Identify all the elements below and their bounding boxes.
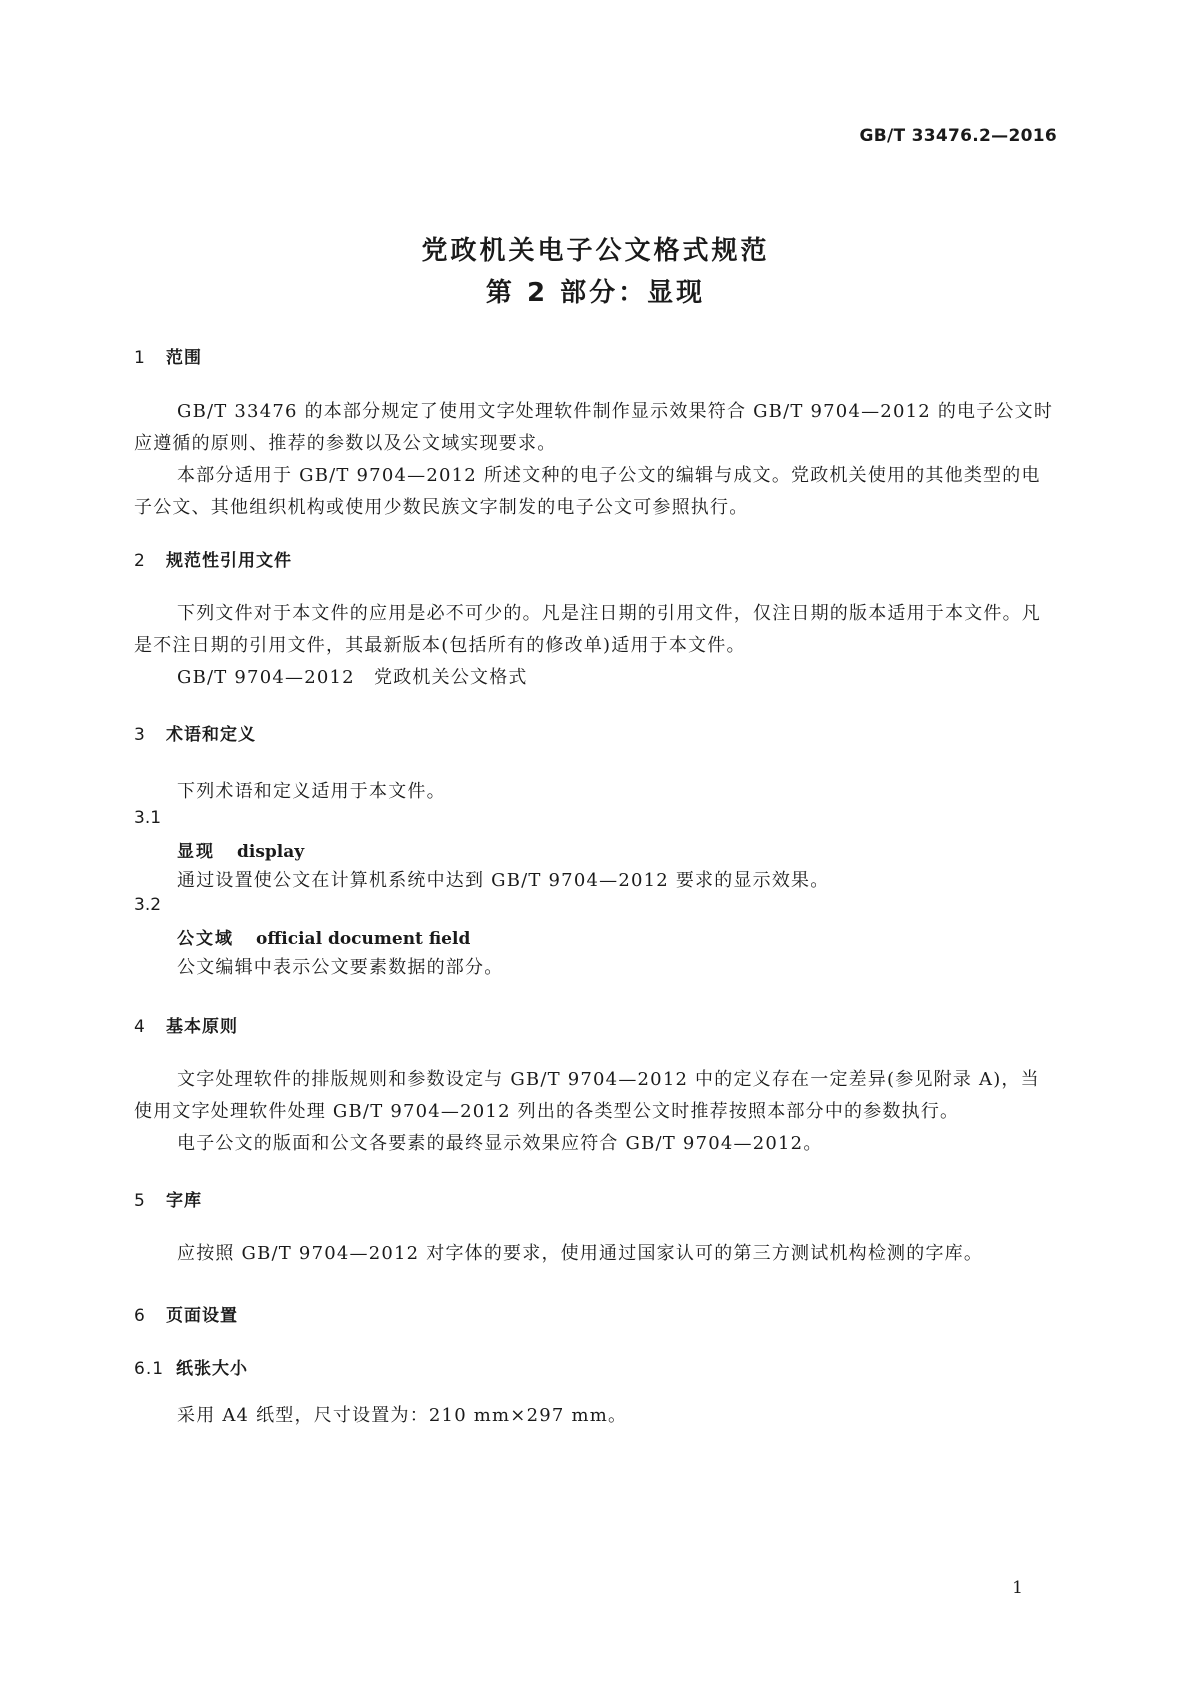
- section-1-heading: [134, 343, 1054, 368]
- section-number: 1: [134, 348, 146, 368]
- term-english: display: [237, 842, 305, 862]
- section-title: 页面设置: [166, 1306, 238, 1326]
- section-number: 6: [134, 1306, 146, 1326]
- document-subtitle: 第 2 部分：显现: [485, 278, 706, 308]
- term-definition: 公文编辑中表示公文要素数据的部分。: [177, 957, 504, 978]
- section-3-heading: [134, 720, 1054, 745]
- paragraph: 应按照 GB/T 9704—2012 对字体的要求，使用通过国家认可的第三方测试机构检测的字库。: [177, 1243, 984, 1264]
- section-title: 字库: [166, 1191, 202, 1211]
- term-chinese: 显现: [177, 842, 215, 862]
- section-title: 范围: [166, 348, 202, 368]
- section-title: 规范性引用文件: [166, 551, 292, 571]
- term-entry: [134, 837, 1097, 862]
- section-number: 3: [134, 725, 146, 745]
- term-definition: 通过设置使公文在计算机系统中达到 GB/T 9704—2012 要求的显示效果。: [177, 870, 830, 891]
- section-6-heading: [134, 1301, 1054, 1326]
- section-2-heading: [134, 546, 1054, 571]
- page-number: 1: [1012, 1578, 1023, 1598]
- section-number: 2: [134, 551, 146, 571]
- section-title: 术语和定义: [166, 725, 256, 745]
- document-title: 党政机关电子公文格式规范: [421, 236, 770, 266]
- paragraph: 电子公文的版面和公文各要素的最终显示效果应符合 GB/T 9704—2012。: [177, 1133, 823, 1154]
- paragraph: 本部分适用于 GB/T 9704—2012 所述文种的电子公文的编辑与成文。党政机关使用的其他类型的电子公文、其他组织机构或使用少数民族文字制发的电子公文可参照执行。: [134, 465, 1041, 518]
- term-number: 3.2: [134, 895, 162, 915]
- term-chinese: 公文域: [177, 929, 234, 949]
- term-english: official document field: [256, 929, 471, 949]
- section-4-heading: [134, 1012, 1054, 1037]
- paragraph: 下列文件对于本文件的应用是必不可少的。凡是注日期的引用文件，仅注日期的版本适用于本文件。凡是不注日期的引用文件，其最新版本(包括所有的修改单)适用于本文件。: [134, 603, 1041, 656]
- section-number: 5: [134, 1191, 146, 1211]
- section-1-body: [134, 396, 1054, 524]
- term-entry: [134, 924, 1097, 949]
- section-2-body: [134, 598, 1054, 694]
- section-5-heading: [134, 1186, 1054, 1211]
- subsection-title: 纸张大小: [176, 1359, 248, 1379]
- paragraph: 采用 A4 纸型，尺寸设置为：210 mm×297 mm。: [177, 1405, 628, 1426]
- subsection-6-1-heading: [134, 1354, 1054, 1379]
- section-title: 基本原则: [166, 1017, 238, 1037]
- subsection-number: 6.1: [134, 1359, 165, 1379]
- section-5-body: [134, 1238, 1054, 1270]
- subsection-6-1-body: [134, 1400, 1054, 1432]
- terms-intro: 下列术语和定义适用于本文件。: [177, 781, 446, 802]
- term-number: 3.1: [134, 808, 162, 828]
- paragraph: 文字处理软件的排版规则和参数设定与 GB/T 9704—2012 中的定义存在一定差异(参见附录 A)，当使用文字处理软件处理 GB/T 9704—2012 列出的各类型公文时推荐按照本部分中的参数执行。: [134, 1069, 1040, 1122]
- reference-item: GB/T 9704—2012 党政机关公文格式: [177, 667, 528, 688]
- paragraph: GB/T 33476 的本部分规定了使用文字处理软件制作显示效果符合 GB/T 9704—2012 的电子公文时应遵循的原则、推荐的参数以及公文域实现要求。: [134, 401, 1054, 454]
- section-number: 4: [134, 1017, 146, 1037]
- standard-number: GB/T 33476.2—2016: [859, 126, 1057, 146]
- section-4-body: [134, 1064, 1054, 1160]
